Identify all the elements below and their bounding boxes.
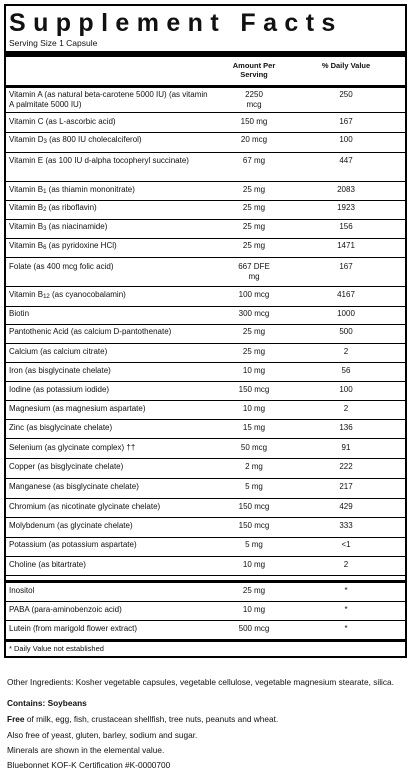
row-divider <box>6 112 405 113</box>
row-divider <box>6 381 405 382</box>
nutrient-daily-value: * <box>344 586 348 595</box>
amount-per-serving-header: Amount Per Serving <box>232 61 276 79</box>
row-divider <box>6 181 405 182</box>
minerals-line: Minerals are shown in the elemental value. <box>7 745 165 755</box>
nutrient-name: Molybdenum (as glycinate chelate) <box>9 521 133 530</box>
row-divider <box>6 498 405 499</box>
nutrient-amount: 25 mg <box>242 347 266 356</box>
nutrient-daily-value: 100 <box>339 385 353 394</box>
row-divider <box>6 478 405 479</box>
nutrient-amount: 150 mcg <box>238 521 270 530</box>
nutrient-daily-value: 167 <box>339 262 353 271</box>
nutrient-amount: 5 mg <box>245 482 263 491</box>
nutrient-daily-value: 56 <box>341 366 351 375</box>
row-divider <box>6 419 405 420</box>
nutrient-amount: 10 mg <box>242 605 266 614</box>
free-of-text: of milk, egg, fish, crustacean shellfish, tree nuts, peanuts and wheat. <box>26 714 279 724</box>
daily-value-header: % Daily Value <box>321 61 371 70</box>
nutrient-name: Magnesium (as magnesium aspartate) <box>9 404 146 413</box>
nutrient-name: Vitamin A (as natural beta-carotene 5000 IU) (as vitamin A palmitate 5000 IU) <box>9 90 208 109</box>
nutrient-amount: 500 mcg <box>238 624 270 633</box>
nutrient-daily-value: 167 <box>339 117 353 126</box>
contains-label: Contains: <box>7 698 46 708</box>
row-divider <box>6 306 405 307</box>
nutrient-daily-value: 156 <box>339 222 353 231</box>
nutrient-amount: 20 mcg <box>240 135 268 144</box>
nutrient-daily-value: 2 <box>343 560 349 569</box>
free-of-line <box>7 714 402 724</box>
nutrient-daily-value: 2 <box>343 347 349 356</box>
nutrient-name: Vitamin $D_3$ (as 800 IU cholecalciferol) <box>9 135 142 145</box>
bottom-divider <box>6 639 405 642</box>
row-divider <box>6 362 405 363</box>
nutrient-daily-value: * <box>344 624 348 633</box>
row-divider <box>6 238 405 239</box>
nutrient-amount: 150 mg <box>240 117 268 126</box>
row-divider <box>6 286 405 287</box>
nutrient-name: Vitamin $B_3$ (as niacinamide) <box>9 222 108 232</box>
nutrient-daily-value: 222 <box>339 462 353 471</box>
nutrient-daily-value: 91 <box>341 443 351 452</box>
free-label: Free <box>7 714 25 724</box>
row-divider <box>6 537 405 538</box>
daily-value-note: * Daily Value not established <box>9 644 104 653</box>
nutrient-amount: 2 mg <box>245 462 263 471</box>
nutrient-amount: 667 DFE mg <box>238 262 270 281</box>
nutrient-amount: 25 mg <box>242 586 266 595</box>
nutrient-daily-value: 1923 <box>337 203 355 212</box>
nutrient-amount: 100 mcg <box>238 290 270 299</box>
row-divider <box>6 438 405 439</box>
nutrient-name: PABA (para-aminobenzoic acid) <box>9 605 122 614</box>
row-divider <box>6 575 405 576</box>
nutrient-amount: 50 mcg <box>240 443 268 452</box>
row-divider <box>6 458 405 459</box>
nutrient-name: Vitamin $B_6$ (as pyridoxine HCl) <box>9 241 117 251</box>
panel-title: Supplement Facts <box>9 9 343 37</box>
nutrient-name: Vitamin $B_{12}$ (as cyanocobalamin) <box>9 290 126 300</box>
nutrient-name: Vitamin C (as L-ascorbic acid) <box>9 117 116 126</box>
also-free-line: Also free of yeast, gluten, barley, sodium and sugar. <box>7 730 198 740</box>
nutrient-name: Selenium (as glycinate complex) †† <box>9 443 136 452</box>
nutrient-amount: 150 mcg <box>238 502 270 511</box>
nutrient-daily-value: 217 <box>339 482 353 491</box>
nutrient-daily-value: 136 <box>339 423 353 432</box>
nutrient-name: Potassium (as potassium aspartate) <box>9 540 137 549</box>
row-divider <box>6 517 405 518</box>
nutrient-name: Manganese (as bisglycinate chelate) <box>9 482 139 491</box>
nutrient-daily-value: 250 <box>339 90 353 99</box>
nutrient-daily-value: 4167 <box>337 290 355 299</box>
nutrient-name: Pantothenic Acid (as calcium D-pantothenate) <box>9 327 172 336</box>
nutrient-amount: 25 mg <box>242 185 266 194</box>
certification-line: Bluebonnet KOF-K Certification #K-0000700 <box>7 760 171 770</box>
nutrient-daily-value: 1471 <box>337 241 355 250</box>
nutrient-name: Iodine (as potassium iodide) <box>9 385 110 394</box>
row-divider <box>6 200 405 201</box>
nutrient-name: Vitamin E (as 100 IU d-alpha tocopheryl succinate) <box>9 156 189 165</box>
nutrient-daily-value: * <box>344 605 348 614</box>
row-divider <box>6 324 405 325</box>
row-divider <box>6 257 405 258</box>
nutrient-name: Folate (as 400 mcg folic acid) <box>9 262 114 271</box>
nutrient-amount: 10 mg <box>242 404 266 413</box>
nutrient-name: Biotin <box>9 309 30 318</box>
row-divider <box>6 556 405 557</box>
nutrient-daily-value: 1000 <box>337 309 355 318</box>
nutrient-amount: 25 mg <box>242 327 266 336</box>
row-divider <box>6 152 405 153</box>
nutrient-daily-value: 100 <box>339 135 353 144</box>
nutrient-amount: 25 mg <box>242 241 266 250</box>
nutrient-daily-value: 2 <box>343 404 349 413</box>
nutrient-daily-value: <1 <box>341 540 351 549</box>
nutrient-daily-value: 333 <box>339 521 353 530</box>
supplement-facts-panel <box>4 4 407 658</box>
nutrient-daily-value: 429 <box>339 502 353 511</box>
row-divider <box>6 219 405 220</box>
nutrient-amount: 25 mg <box>242 222 266 231</box>
nutrient-name: Vitamin $B_2$ (as riboflavin) <box>9 203 97 213</box>
nutrient-name: Inositol <box>9 586 35 595</box>
contains-line <box>7 698 402 708</box>
nutrient-amount: 25 mg <box>242 203 266 212</box>
nutrient-name: Zinc (as bisglycinate chelate) <box>9 423 113 432</box>
nutrient-name: Lutein (from marigold flower extract) <box>9 624 138 633</box>
row-divider <box>6 132 405 133</box>
row-divider <box>6 343 405 344</box>
contains-value: Soybeans <box>47 698 87 708</box>
nutrient-name: Vitamin $B_1$ (as thiamin mononitrate) <box>9 185 135 195</box>
section-divider <box>6 580 405 583</box>
nutrient-amount: 67 mg <box>242 156 266 165</box>
nutrient-name: Iron (as bisglycinate chelate) <box>9 366 111 375</box>
nutrient-name: Calcium (as calcium citrate) <box>9 347 108 356</box>
nutrient-amount: 150 mcg <box>238 385 270 394</box>
nutrient-name: Copper (as bisglycinate chelate) <box>9 462 124 471</box>
nutrient-name: Chromium (as nicotinate glycinate chelate) <box>9 502 161 511</box>
serving-size: Serving Size 1 Capsule <box>9 38 98 48</box>
nutrient-daily-value: 447 <box>339 156 353 165</box>
row-divider <box>6 400 405 401</box>
thick-divider <box>6 51 405 57</box>
header-divider <box>6 85 405 88</box>
nutrient-amount: 300 mcg <box>238 309 270 318</box>
nutrient-amount: 10 mg <box>242 366 266 375</box>
nutrient-amount: 15 mg <box>242 423 266 432</box>
nutrient-amount: 5 mg <box>245 540 263 549</box>
nutrient-daily-value: 2083 <box>337 185 355 194</box>
nutrient-daily-value: 500 <box>339 327 353 336</box>
nutrient-name: Choline (as bitartrate) <box>9 560 86 569</box>
nutrient-amount: 2250 mcg <box>245 90 263 109</box>
row-divider <box>6 620 405 621</box>
nutrient-amount: 10 mg <box>242 560 266 569</box>
row-divider <box>6 601 405 602</box>
other-ingredients: Other Ingredients: Kosher vegetable capsules, vegetable cellulose, vegetable magnesium stearate, silica. <box>7 677 394 687</box>
